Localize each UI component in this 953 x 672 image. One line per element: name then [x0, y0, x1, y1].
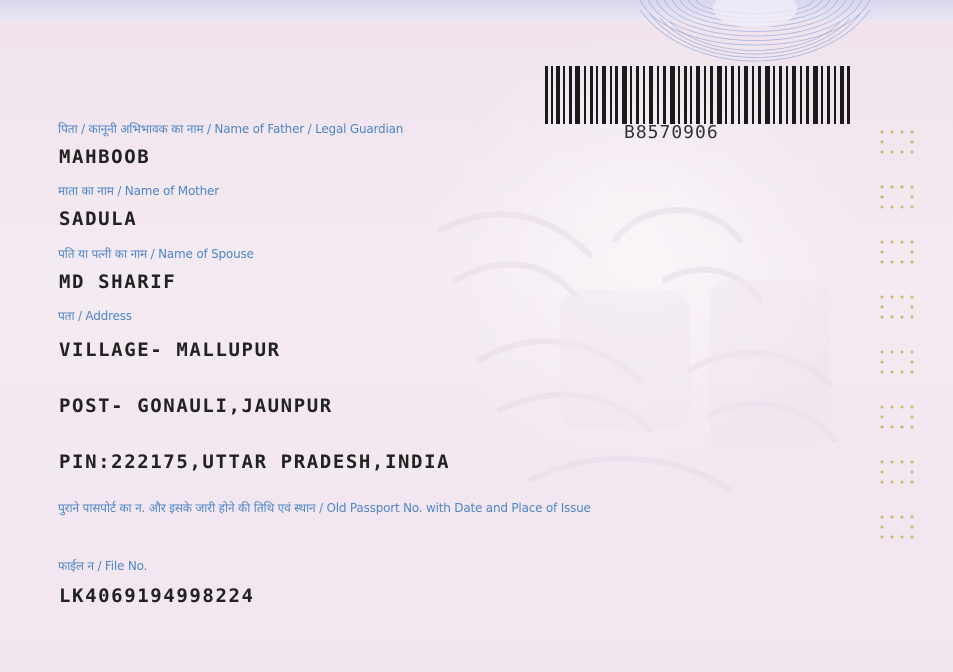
file-no-label: फाईल न / File No.	[58, 559, 148, 573]
barcode-icon	[545, 66, 850, 124]
spouse-label: पति या पत्नी का नाम / Name of Spouse	[58, 247, 254, 261]
address-line-3: PIN:222175,UTTAR PRADESH,INDIA	[59, 451, 451, 473]
old-passport-label: पुराने पासपोर्ट का न. और इसके जारी होने की तिथि एवं स्थान / Old Passport No. with Date and Place of Issue	[58, 501, 591, 515]
file-no-value: LK4069194998224	[59, 585, 255, 607]
address-line-2: POST- GONAULI,JAUNPUR	[59, 395, 333, 417]
address-label: पता / Address	[58, 309, 132, 323]
perforation-dots-icon	[874, 122, 934, 552]
mother-value: SADULA	[59, 208, 138, 230]
address-line-1: VILLAGE- MALLUPUR	[59, 339, 281, 361]
father-label: पिता / कानूनी अभिभावक का नाम / Name of Father / Legal Guardian	[58, 122, 404, 136]
spouse-value: MD SHARIF	[59, 271, 177, 293]
emblem-watermark-icon	[380, 160, 900, 580]
barcode-number: B8570906	[624, 122, 719, 143]
father-value: MAHBOOB	[59, 146, 151, 168]
mother-label: माता का नाम / Name of Mother	[58, 184, 219, 198]
